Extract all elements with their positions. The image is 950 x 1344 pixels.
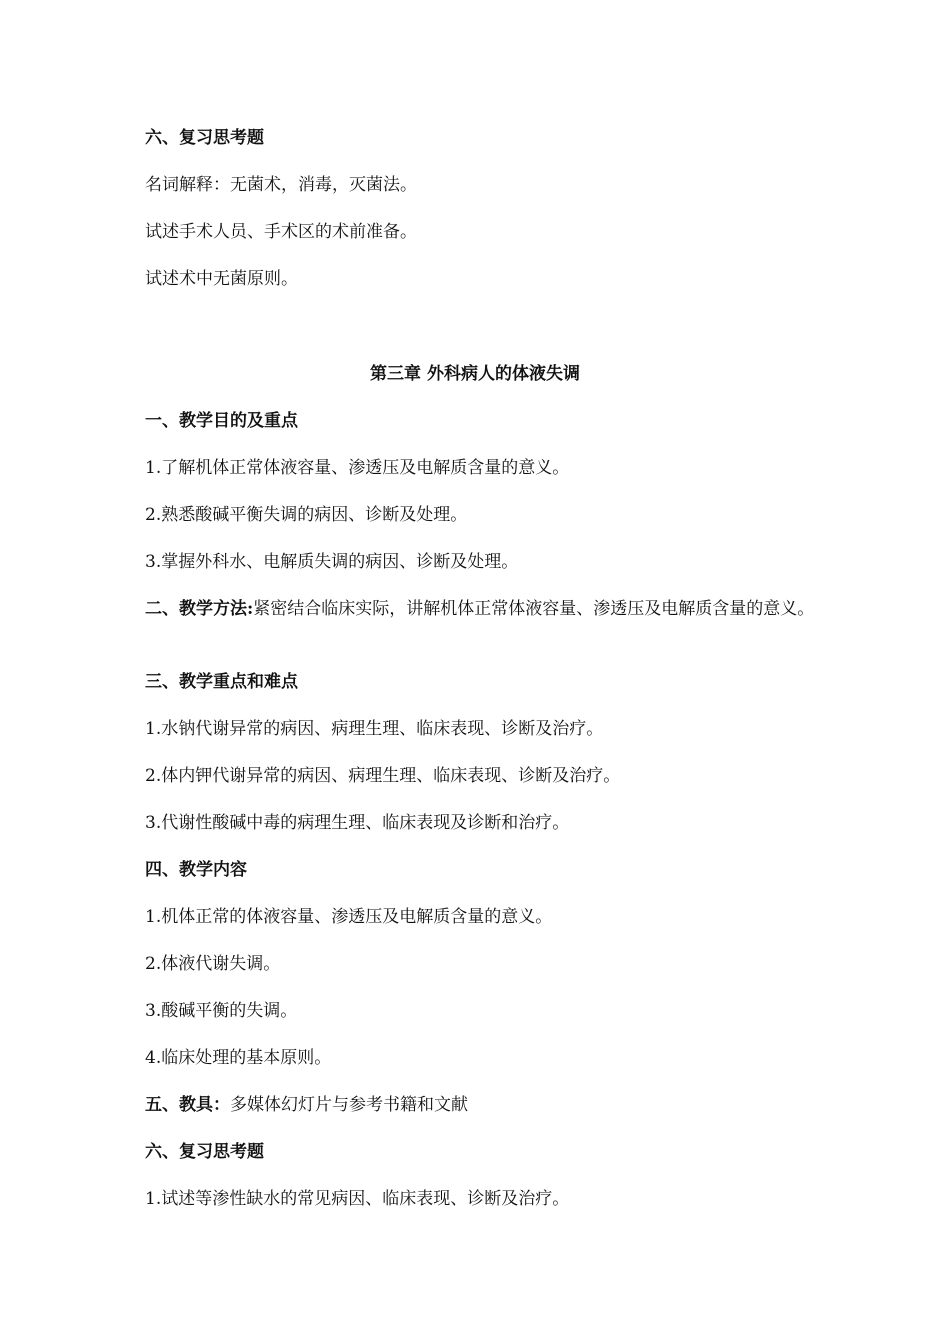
list-item: 4.临床处理的基本原则。 [145, 1048, 332, 1068]
paragraph: 名词解释：无菌术，消毒，灭菌法。 [145, 175, 417, 195]
section-teaching-aids [145, 1093, 468, 1117]
list-item: 1.了解机体正常体液容量、渗透压及电解质含量的意义。 [145, 458, 570, 478]
list-item: 3.酸碱平衡的失调。 [145, 1001, 298, 1021]
paragraph: 试述手术人员、手术区的术前准备。 [145, 222, 417, 242]
section-heading-content: 四、教学内容 [145, 860, 247, 880]
section-text: 多媒体幻灯片与参考书籍和文献 [230, 1095, 468, 1115]
section-heading-objectives: 一、教学目的及重点 [145, 411, 298, 431]
list-item: 3.掌握外科水、电解质失调的病因、诊断及处理。 [145, 552, 519, 572]
paragraph: 试述术中无菌原则。 [145, 269, 298, 289]
list-item: 1.水钠代谢异常的病因、病理生理、临床表现、诊断及治疗。 [145, 719, 604, 739]
section-label: 五、教具： [145, 1095, 230, 1115]
list-item: 1.试述等渗性缺水的常见病因、临床表现、诊断及治疗。 [145, 1189, 570, 1209]
list-item: 2.体液代谢失调。 [145, 954, 281, 974]
section-teaching-methods [145, 597, 815, 621]
section-heading-review-questions-2: 六、复习思考题 [145, 1142, 264, 1162]
section-text: 紧密结合临床实际，讲解机体正常体液容量、渗透压及电解质含量的意义。 [253, 599, 815, 619]
chapter-title: 第三章 外科病人的体液失调 [370, 364, 580, 384]
section-heading-review-questions: 六、复习思考题 [145, 128, 264, 148]
section-heading-key-points: 三、教学重点和难点 [145, 672, 298, 692]
list-item: 3.代谢性酸碱中毒的病理生理、临床表现及诊断和治疗。 [145, 813, 570, 833]
list-item: 2.体内钾代谢异常的病因、病理生理、临床表现、诊断及治疗。 [145, 766, 621, 786]
list-item: 1.机体正常的体液容量、渗透压及电解质含量的意义。 [145, 907, 553, 927]
list-item: 2.熟悉酸碱平衡失调的病因、诊断及处理。 [145, 505, 468, 525]
section-label: 二、教学方法: [145, 599, 254, 619]
